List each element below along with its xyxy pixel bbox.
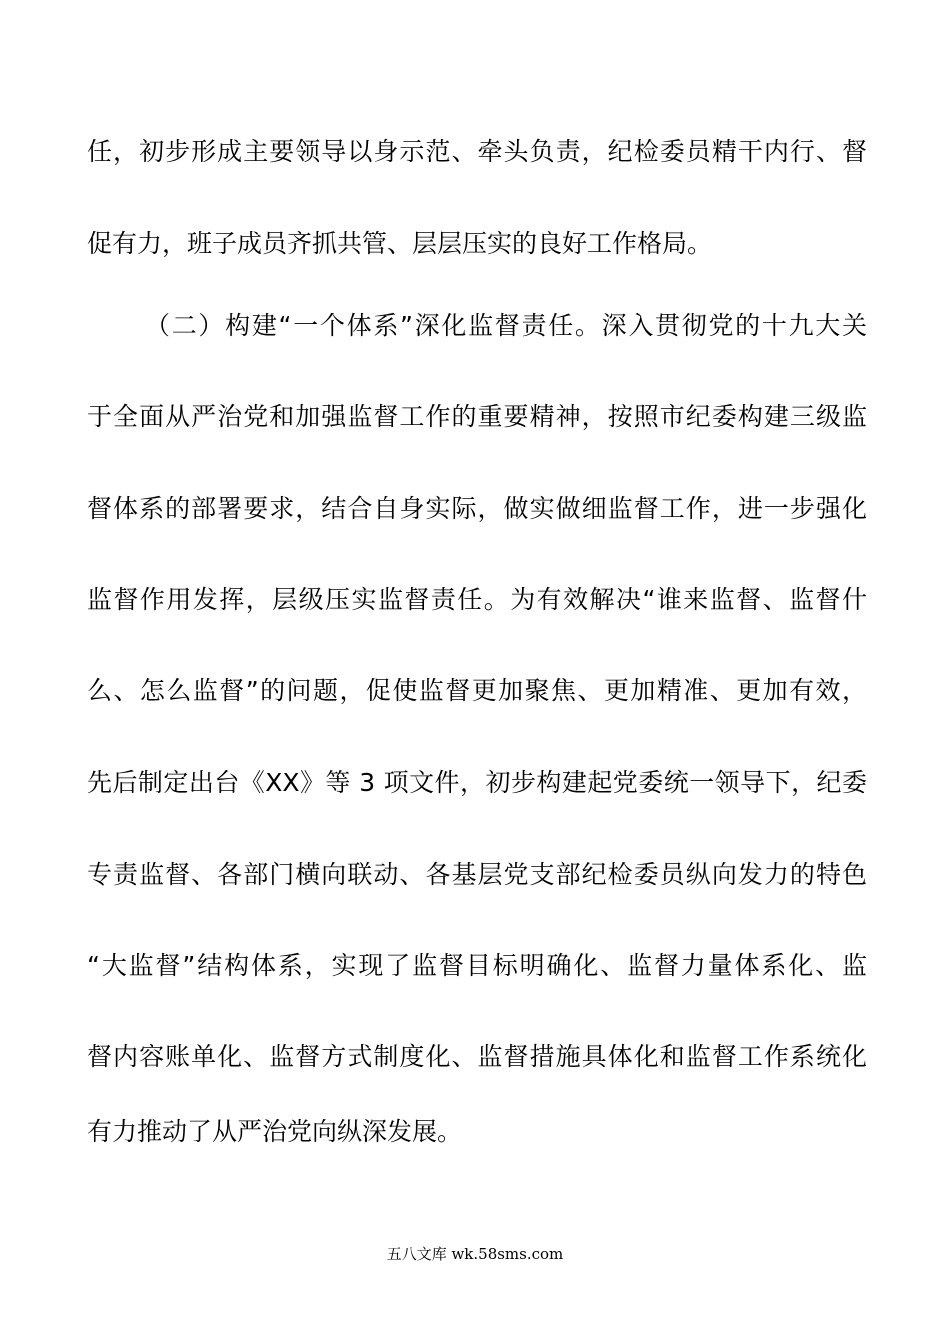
text-line: 先后制定出台《XX》等 3 项文件，初步构建起党委统一领导下，纪委 xyxy=(87,768,867,797)
text-line: 督内容账单化、监督方式制度化、监督措施具体化和监督工作系统化 xyxy=(87,1042,867,1071)
text-line: 促有力，班子成员齐抓共管、层层压实的良好工作格局。 xyxy=(87,229,713,258)
text-line: 督体系的部署要求，结合自身实际，做实做细监督工作，进一步强化 xyxy=(87,494,867,523)
footer-watermark: 五八文库 wk.58sms.com xyxy=(386,1245,564,1263)
section-heading-line: （二）构建“一个体系”深化监督责任。深入贯彻党的十九大关 xyxy=(145,311,867,340)
text-line: 有力推动了从严治党向纵深发展。 xyxy=(87,1117,463,1146)
text-line: 么、怎么监督”的问题，促使监督更加聚焦、更加精准、更加有效， xyxy=(87,676,867,705)
text-line: “大监督”结构体系，实现了监督目标明确化、监督力量体系化、监 xyxy=(87,951,867,980)
text-line: 监督作用发挥，层级压实监督责任。为有效解决“谁来监督、监督什 xyxy=(87,585,867,614)
text-line: 专责监督、各部门横向联动、各基层党支部纪检委员纵向发力的特色 xyxy=(87,860,867,889)
text-line: 于全面从严治党和加强监督工作的重要精神，按照市纪委构建三级监 xyxy=(87,402,867,431)
text-line: 任，初步形成主要领导以身示范、牵头负责，纪检委员精干内行、督 xyxy=(87,137,867,166)
